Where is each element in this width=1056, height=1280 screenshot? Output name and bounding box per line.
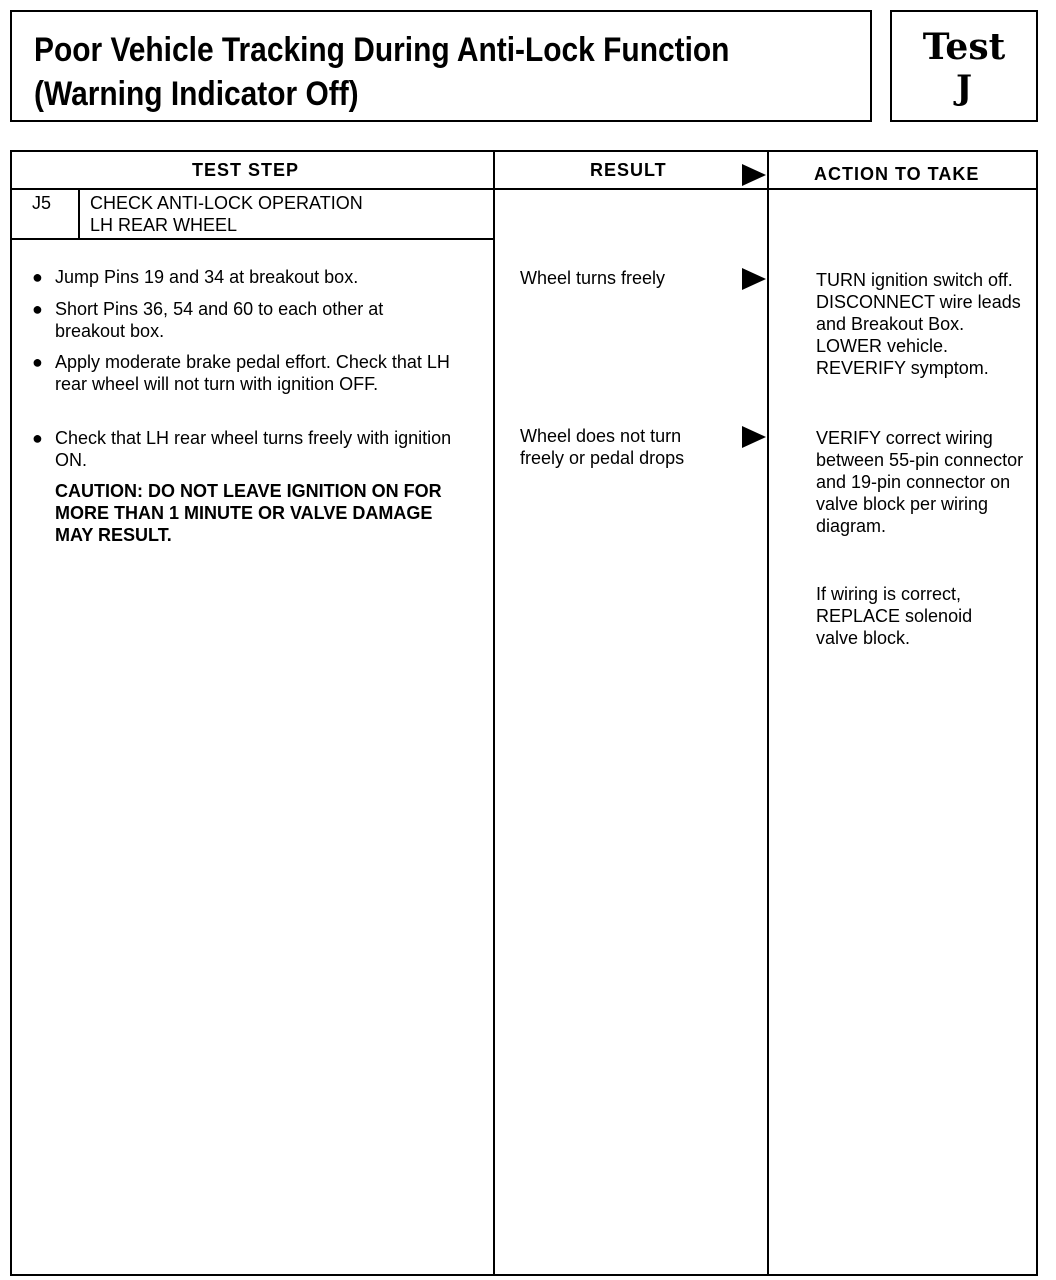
result-text: Wheel turns freely: [520, 268, 666, 288]
step-id: J5: [32, 193, 52, 213]
bullet-icon: ●: [32, 299, 43, 319]
result-text: Wheel does not turn freely or pedal drops: [520, 426, 685, 468]
test-id: J: [955, 68, 973, 108]
column-header-result: RESULT: [590, 160, 667, 180]
step-instruction: Jump Pins 19 and 34 at breakout box.: [55, 267, 359, 287]
bullet-icon: ●: [32, 352, 43, 372]
step-title: [90, 192, 480, 236]
arrow-icon: [742, 426, 766, 448]
column-divider: [493, 152, 495, 1274]
action-text: TURN ignition switch off. DISCONNECT wire leads and Breakout Box. LOWER vehicle. REVERIFY symptom.: [816, 270, 1021, 378]
column-header-test-step: TEST STEP: [192, 160, 300, 180]
arrow-icon: [742, 164, 766, 186]
action-note: If wiring is correct, REPLACE solenoid valve block.: [816, 584, 973, 648]
test-id-box: [890, 10, 1038, 122]
column-divider: [767, 152, 769, 1274]
header-rule: [12, 188, 1038, 190]
test-label: Test: [922, 26, 1006, 68]
step-title-line-1: CHECK ANTI-LOCK OPERATION: [90, 193, 363, 213]
action-text: VERIFY correct wiring between 55-pin connector and 19-pin connector on valve block per wiring diagram.: [816, 428, 1024, 536]
step-instruction: Check that LH rear wheel turns freely with ignition ON.: [55, 428, 452, 470]
step-instruction: Short Pins 36, 54 and 60 to each other at breakout box.: [55, 299, 384, 341]
bullet-icon: ●: [32, 267, 43, 287]
step-title-rule: [12, 238, 495, 240]
title-box: [10, 10, 872, 122]
step-id-divider: [78, 188, 80, 240]
arrow-icon: [742, 268, 766, 290]
step-instruction: Apply moderate brake pedal effort. Check that LH rear wheel will not turn with ignition OFF.: [55, 352, 450, 394]
step-title-line-2: LH REAR WHEEL: [90, 215, 238, 235]
caution-text: CAUTION: DO NOT LEAVE IGNITION ON FOR MORE THAN 1 MINUTE OR VALVE DAMAGE MAY RESULT.: [55, 481, 442, 545]
column-header-action: ACTION TO TAKE: [814, 164, 980, 184]
title-line-2: (Warning Indicator Off): [34, 75, 359, 113]
bullet-icon: ●: [32, 428, 43, 448]
diagnostic-table: [10, 150, 1038, 1276]
title-line-1: Poor Vehicle Tracking During Anti-Lock Function: [34, 31, 730, 69]
